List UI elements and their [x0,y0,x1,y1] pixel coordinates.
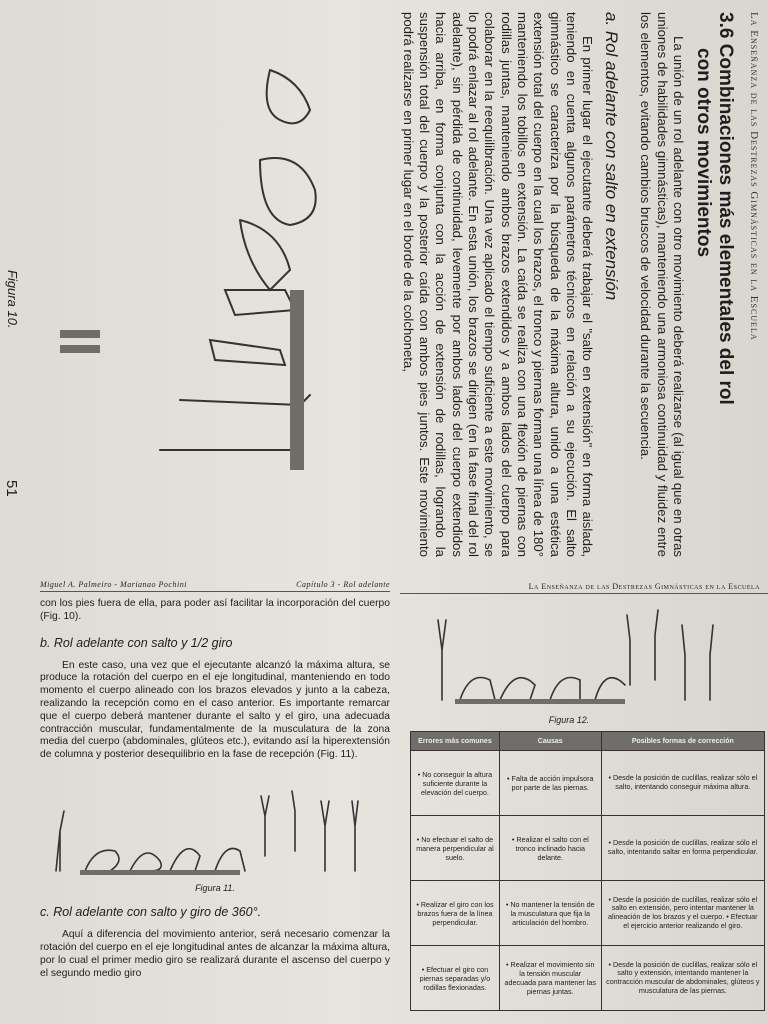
gymnast-figure [225,290,295,315]
bottom-left-page [40,580,390,1024]
header-authors: Miguel A. Palmeiro - Marianao Pochini [40,580,187,589]
section-title-line1: 3.6 Combinaciones más elementales del rol [715,12,736,405]
figure-12-caption: Figura 12. [548,715,590,725]
table-cell: • Realizar el salto con el tronco inclinado hacia delante. [499,816,601,881]
gymnast-figure [215,849,245,872]
table-row [411,751,765,816]
paragraph-c: Aquí a diferencia del movimiento anterior, será necesario comenzar la rotación del cuerpo en el eje longitudinal antes de alcanzar la máxima altura, por lo cual el primer medio giro se realizará durante el ascenso del cuerpo y el segundo medio giro [40,929,390,979]
gymnast-figure [627,615,630,685]
table-header-cell: Errores más comunes [411,732,500,751]
paragraph-a1: En primer lugar el ejecutante deberá trabajar el "salto en extensión" en forma aislada, teniendo en cuenta algunos parámetros técnicos en relación a su ejecución. El salto gimnástico se caracteriza por la búsqueda de la máxima altura, unido a una estética extensión total del cuerpo en la cual los brazos, el tronco y piernas forman una línea de 180° manteniendo los tobillos en extensión. La caída se realiza con una flexión de piernas con rodillas juntas, manteniendo ambos brazos extendidos y a ambos lados del cuerpo para colaborar en la reequilibración. Una vez aplicado el tiempo suficiente a este movimiento, se lo podrá enlazar al rol adelante. En esta unión, los brazos se dirigen (en la fase final del rol adelante), sin pérdida de continuidad, levemente por ambos lados del cuerpo extendidos hacia arriba, en forma conjunta con la acción de extensión de rodillas, logrando la suspensión total del cuerpo y la posterior caída con ambos pies juntos. Este movimiento podrá realizarse en primer lugar en el borde de la colchoneta, [400,12,596,557]
gymnast-figure [460,678,495,701]
table-cell: • No mantener la tensión de la musculatura que fija la articulación del hombro. [499,881,601,946]
table-cell: • No conseguir la altura suficiente durante la elevación del cuerpo. [411,751,500,816]
subhead-b: b. Rol adelante con salto y 1/2 giro [40,635,233,650]
figure-12-illustration [400,600,760,710]
errors-table [410,731,765,1011]
table-header-cell: Posibles formas de corrección [601,732,764,751]
table-header-row [411,732,765,751]
gymnast-figure [260,158,316,225]
figure-10-caption: Figura 10. [5,270,20,329]
figure-11-caption: Figura 11. [195,883,235,894]
paragraph-b: En este caso, una vez que el ejecutante alcanzó la máxima altura, se produce la rotación del cuerpo en el eje longitudinal, manteniendo en todo momento el cuerpo alineado con los brazos elevados y junto a la cabeza, realizando la recepción como en el caso anterior. Es importante remarcar que el cuerpo deberá mantener durante el salto y el giro, una adecuada contracción muscular, fundamentalmente de la musculatura de la zona media del cuerpo (abdominales, glúteos etc.), evitando así la hiperextensión de columna y posterior desequilibrio en la fase de recepción (Fig. 11). [40,659,390,761]
figure-11-illustration [40,786,370,876]
section-title [692,12,736,572]
gymnast-figure [267,70,310,123]
intro-paragraph: La unión de un rol adelante con otro movimiento deberá realizarse (al igual que en otras uniones de habilidades gimnásticas), manteniendo una armoniosa continuidad y fluidez entre los elementos, evitando cambios bruscos de velocidad durante la secuencia. [638,12,686,557]
gymnast-figure [352,801,358,871]
header-chapter: Capítulo 3 - Rol adelante [296,580,390,589]
subhead-a: a. Rol adelante con salto en extensión [602,12,622,301]
table-row [411,816,765,881]
gymnast-figure [210,340,285,365]
page-header [40,580,390,592]
table-cell: • Realizar el giro con los brazos fuera de la línea perpendicular. [411,881,500,946]
table-cell: • No efectuar el salto de manera perpendicular al suelo. [411,816,500,881]
table-cell: • Falta de acción impulsora por parte de las piernas. [499,751,601,816]
paragraph-continued: con los pies fuera de ella, para poder así facilitar la incorporación del cuerpo (Fig. 10). [40,598,390,622]
running-head-right: La Enseñanza de las Destrezas Gimnásticas en la Escuela [400,580,768,594]
table-cell: • Desde la posición de cuclillas, realizar sólo el salto y extensión, intentando mantener la contracción muscular de abdominales, glúteos y musculatura de las piernas. [601,946,764,1011]
gymnast-figure [500,678,535,700]
page-number: 51 [3,480,20,497]
gymnast-figure [130,853,161,871]
table-cell: • Desde la posición de cuclillas, realizar sólo el salto, intentando conseguir máxima altura. [601,751,764,816]
gymnast-figure [240,220,290,290]
gymnast-figure [595,678,625,700]
gymnast-figure [550,678,580,701]
table-cell: • Desde la posición de cuclillas, realizar sólo el salto, intentando saltar en forma perpendicular. [601,816,764,881]
gymnast-figure [292,791,295,851]
gymnast-figure [438,620,446,700]
gymnast-figure [85,850,119,871]
gymnast-figure [170,849,200,871]
table-cell: • Efectuar el giro con piernas separadas y/o rodillas flexionadas. [411,946,500,1011]
table-row [411,881,765,946]
table-cell: • Realizar el movimiento sin la tensión muscular adecuada para mantener las piernas juntas. [499,946,601,1011]
gymnast-figure [682,625,685,700]
gymnast-figure [56,811,64,871]
table-header-cell: Causas [499,732,601,751]
figure-10-illustration [60,40,345,510]
gymnast-figure [321,801,329,871]
subhead-c: c. Rol adelante con salto y giro de 360°. [40,905,262,920]
table-cell: • Desde la posición de cuclillas, realizar sólo el salto en extensión, pero intentar mantener la alineación de los brazos y el cuerpo. • Efectuar el ejercicio anterior realizando el giro. [601,881,764,946]
gymnast-figure [710,625,713,700]
gymnast-figure [655,610,658,680]
table-row [411,946,765,1011]
gymnast-figure [261,796,269,856]
running-head: La Enseñanza de las Destrezas Gimnásticas en la Escuela [748,12,760,341]
bottom-right-page [400,580,768,1024]
section-title-line2: con otros movimientos [693,48,714,258]
